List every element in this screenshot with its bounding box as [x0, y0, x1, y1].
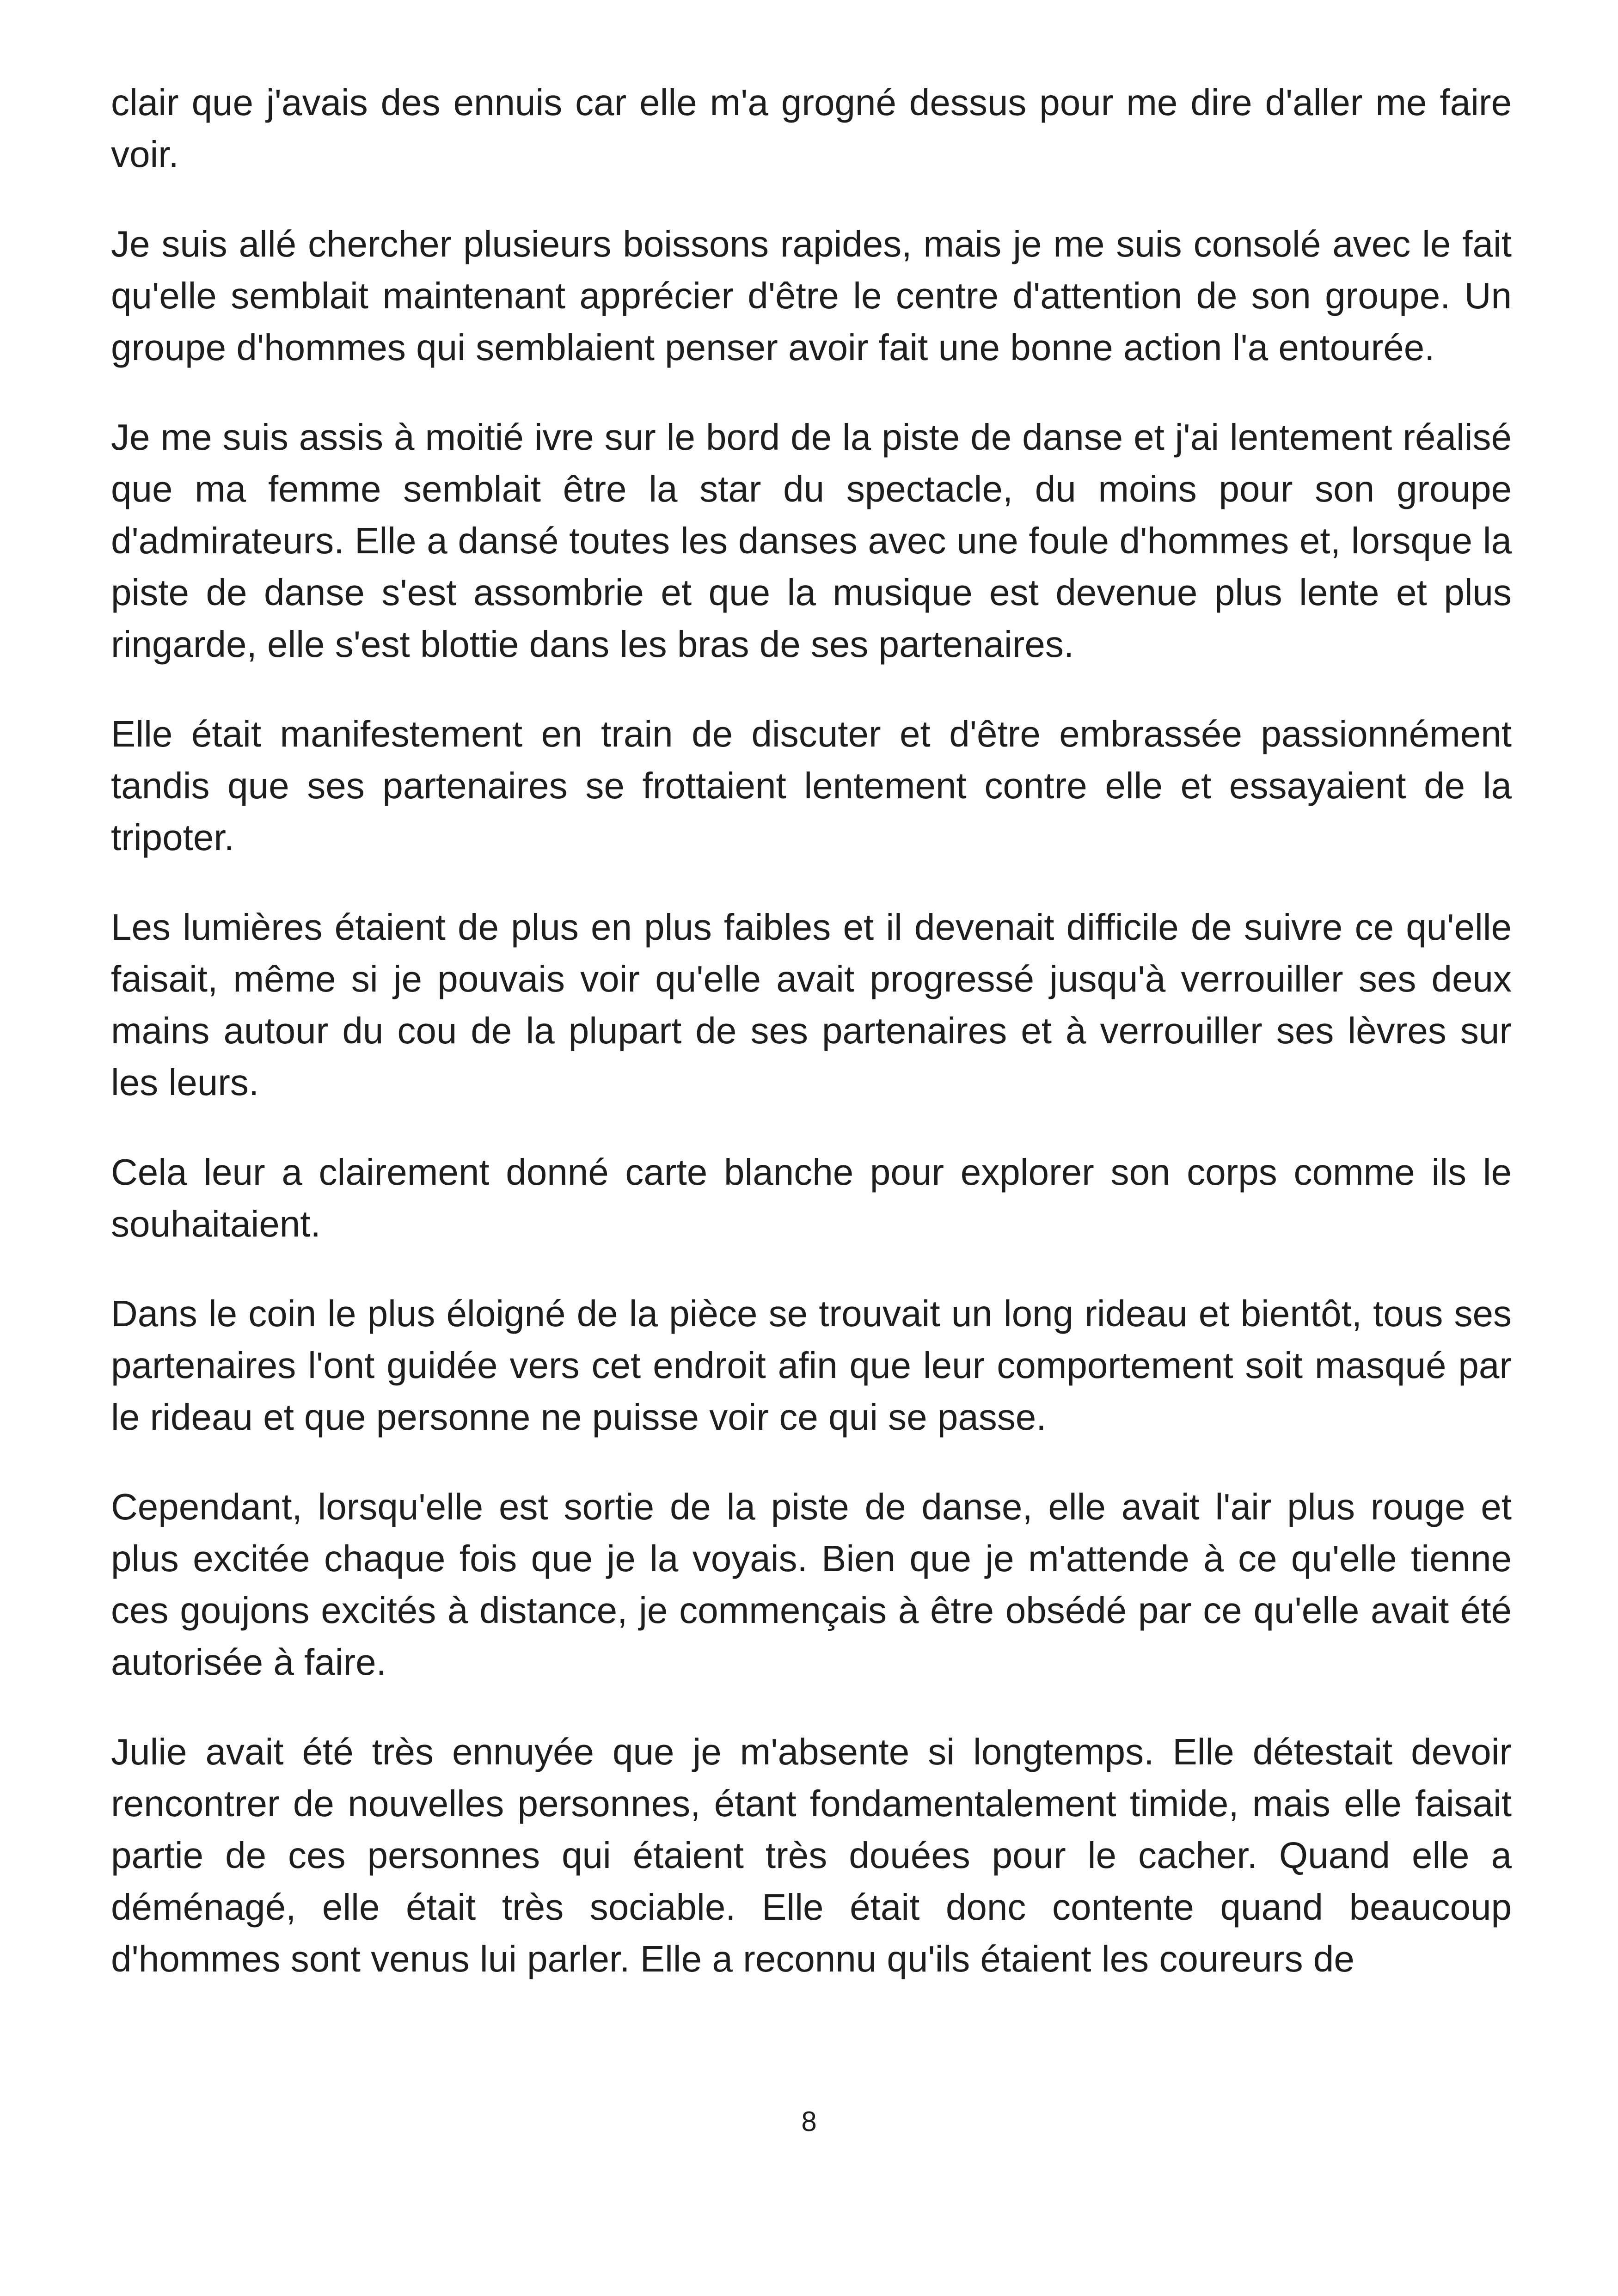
- paragraph-1: clair que j'avais des ennuis car elle m'a grogné dessus pour me dire d'aller me faire voir.: [111, 82, 1512, 175]
- paragraph-6: Cela leur a clairement donné carte blanche pour explorer son corps comme ils le souhaitaient.: [111, 1151, 1512, 1244]
- page-number: 8: [801, 2106, 817, 2137]
- paragraph-4: Elle était manifestement en train de discuter et d'être embrassée passionnément tandis que ses partenaires se frottaient lentement contre elle et essayaient de la tripoter.: [111, 713, 1512, 858]
- paragraph-9: Julie avait été très ennuyée que je m'absente si longtemps. Elle détestait devoir rencontrer de nouvelles personnes, étant fondamentalement timide, mais elle faisait partie de ces personnes qui étaient très douées pour le cacher. Quand elle a déménagé, elle était très sociable. Elle était donc contente quand beaucoup d'hommes sont venus lui parler. Elle a reconnu qu'ils étaient les coureurs de: [111, 1731, 1512, 1979]
- paragraph-5: Les lumières étaient de plus en plus faibles et il devenait difficile de suivre ce qu'elle faisait, même si je pouvais voir qu'elle avait progressé jusqu'à verrouiller ses deux mains autour du cou de la plupart de ses partenaires et à verrouiller ses lèvres sur les leurs.: [111, 906, 1512, 1103]
- paragraph-2: Je suis allé chercher plusieurs boissons rapides, mais je me suis consolé avec le fait qu'elle semblait maintenant apprécier d'être le centre d'attention de son groupe. Un groupe d'hommes qui semblaient penser avoir fait une bonne action l'a entourée.: [111, 223, 1512, 368]
- paragraph-3: Je me suis assis à moitié ivre sur le bord de la piste de danse et j'ai lentement réalisé que ma femme semblait être la star du spectacle, du moins pour son groupe d'admirateurs. Elle a dansé toutes les danses avec une foule d'hommes et, lorsque la piste de danse s'est assombrie et que la musique est devenue plus lente et plus ringarde, elle s'est blottie dans les bras de ses partenaires.: [111, 416, 1512, 665]
- document-body: [111, 77, 1512, 2023]
- paragraph-8: Cependant, lorsqu'elle est sortie de la piste de danse, elle avait l'air plus rouge et plus excitée chaque fois que je la voyais. Bien que je m'attende à ce qu'elle tienne ces goujons excités à distance, je commençais à être obsédé par ce qu'elle avait été autorisée à faire.: [111, 1486, 1512, 1683]
- paragraph-7: Dans le coin le plus éloigné de la pièce se trouvait un long rideau et bientôt, tous ses partenaires l'ont guidée vers cet endroit afin que leur comportement soit masqué par le rideau et que personne ne puisse voir ce qui se passe.: [111, 1293, 1512, 1438]
